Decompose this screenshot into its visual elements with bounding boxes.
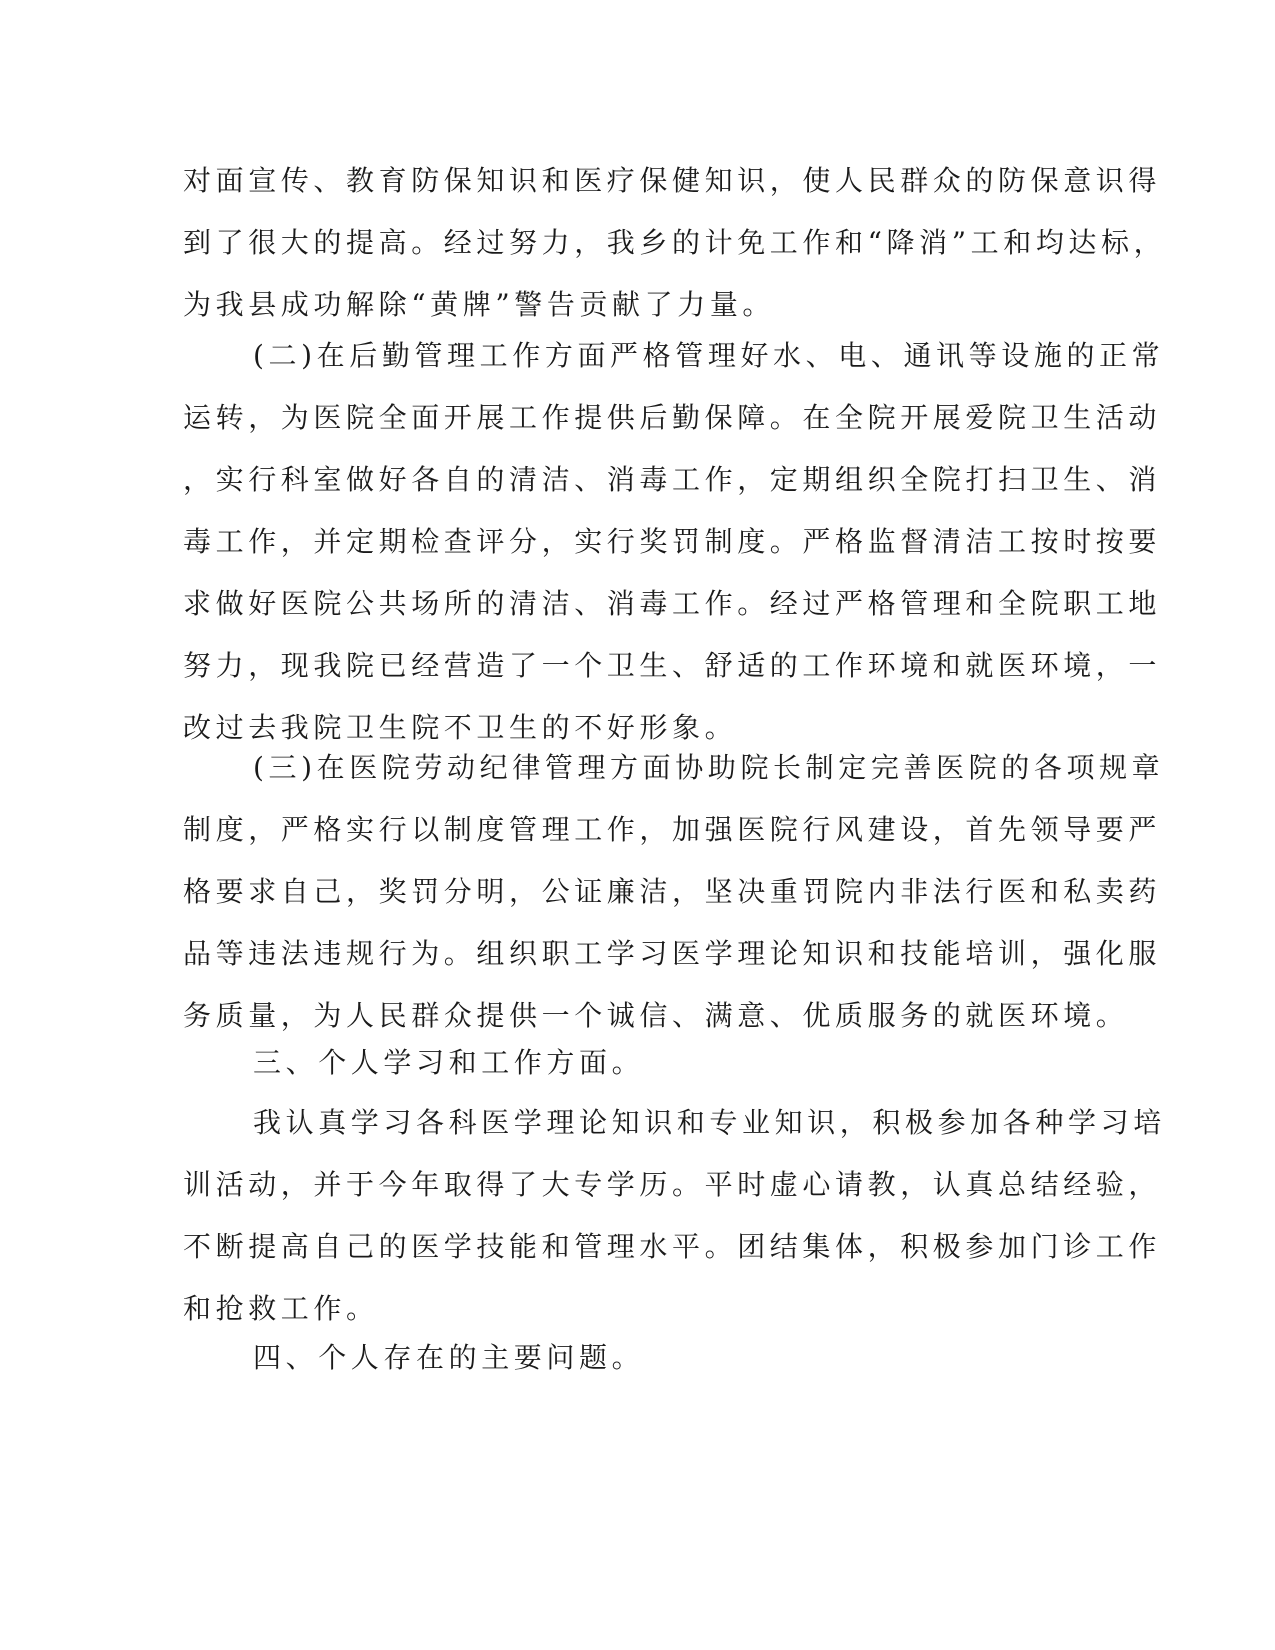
text-line: 为我县成功解除“黄牌”警告贡献了力量。 (183, 288, 776, 321)
text-line: 训活动，并于今年取得了大专学历。平时虚心请教，认真总结经验， (183, 1168, 1162, 1201)
text-line: ，实行科室做好各自的清洁、消毒工作，定期组织全院打扫卫生、消 (183, 463, 1162, 496)
text-line: 务质量，为人民群众提供一个诚信、满意、优质服务的就医环境。 (183, 999, 1129, 1032)
text-line: 对面宣传、教育防保知识和医疗保健知识，使人民群众的防保意识得 (183, 164, 1162, 197)
text-line: (二)在后勤管理工作方面严格管理好水、电、通讯等设施的正常 (253, 339, 1165, 372)
text-line: 格要求自己，奖罚分明，公证廉洁，坚决重罚院内非法行医和私卖药 (183, 875, 1162, 908)
section-heading-main-problems (183, 1327, 1088, 1389)
section-heading-personal-study (183, 1032, 1088, 1094)
section-heading: 四、个人存在的主要问题。 (253, 1341, 645, 1374)
text-line: 改过去我院卫生院不卫生的不好形象。 (183, 711, 738, 744)
text-line: 毒工作，并定期检查评分，实行奖罚制度。严格监督清洁工按时按要 (183, 525, 1162, 558)
text-line: 运转，为医院全面开展工作提供后勤保障。在全院开展爱院卫生活动 (183, 401, 1162, 434)
text-line: 求做好医院公共场所的清洁、消毒工作。经过严格管理和全院职工地 (183, 587, 1162, 620)
text-line: 不断提高自己的医学技能和管理水平。团结集体，积极参加门诊工作 (183, 1230, 1162, 1263)
text-line: 到了很大的提高。经过努力，我乡的计免工作和“降消”工和均达标， (183, 226, 1167, 259)
section-heading: 三、个人学习和工作方面。 (253, 1046, 645, 1079)
text-line: 努力，现我院已经营造了一个卫生、舒适的工作环境和就医环境，一 (183, 649, 1162, 682)
paragraph-study (183, 1092, 1166, 1340)
text-line: 品等违法违规行为。组织职工学习医学理论知识和技能培训，强化服 (183, 937, 1162, 970)
text-line: 我认真学习各科医学理论知识和专业知识，积极参加各种学习培 (253, 1106, 1166, 1139)
text-line: 制度，严格实行以制度管理工作，加强医院行风建设，首先领导要严 (183, 813, 1162, 846)
paragraph-continuation (183, 150, 1167, 336)
paragraph-discipline (183, 737, 1165, 1047)
text-line: 和抢救工作。 (183, 1292, 379, 1325)
paragraph-logistics (183, 325, 1165, 759)
text-line: (三)在医院劳动纪律管理方面协助院长制定完善医院的各项规章 (253, 751, 1165, 784)
